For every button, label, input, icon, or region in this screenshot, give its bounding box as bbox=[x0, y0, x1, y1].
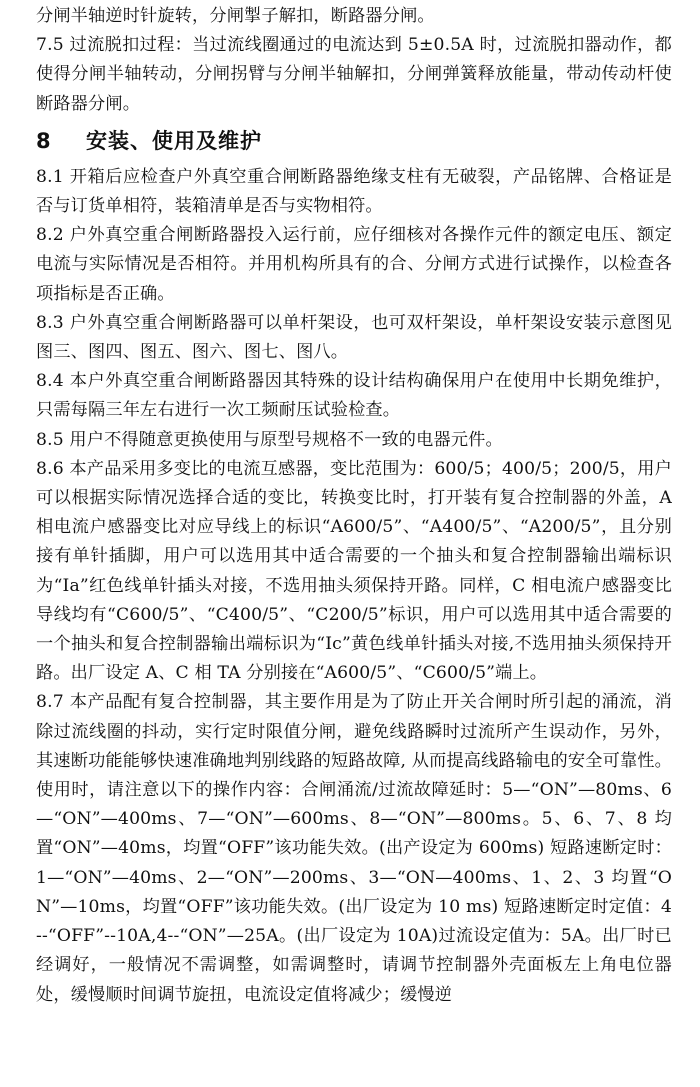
section-number: 8 bbox=[36, 128, 52, 153]
paragraph-8-7: 8.7 本产品配有复合控制器，其主要作用是为了防止开关合闸时所引起的涌流，消除过流线圈的抖动，实行定时限值分闸，避免线路瞬时过流所产生误动作，另外，其速断功能能够快速准确地判别线路的短路故障, 从而提高线路输电的安全可靠性。使用时，请注意以下的操作内容：合闸涌流/过流故障延时：5—“ON”—80ms、6—“ON”—400ms、7—“ON”—600ms、8—“ON”—800ms。5、6、7、8 均置“ON”—40ms，均置“OFF”该功能失效。(出产设定为 600ms) 短路速断定时：1—“ON”—40ms、2—“ON”—200ms、3—“ON—400ms、1、2、3 均置“ON”—10ms，均置“OFF”该功能失效。(出厂设定为 10 ms) 短路速断定时定值：4--“OFF”--10A,4--“ON”—25A。(出厂设定为 10A)过流设定值为：5A。出厂时已经调好，一般情况不需调整，如需调整时，请调节控制器外壳面板左上角电位器处，缓慢顺时间调节旋扭，电流设定值将减少；缓慢逆 bbox=[36, 692, 672, 1005]
document-page bbox=[36, 0, 672, 1010]
paragraph-8-3: 8.3 户外真空重合闸断路器可以单杆架设，也可双杆架设，单杆架设安装示意图见图三、图四、图五、图六、图七、图八。 bbox=[36, 312, 672, 363]
section-title: 安装、使用及维护 bbox=[86, 128, 262, 153]
paragraph-7-5: 7.5 过流脱扣过程：当过流线圈通过的电流达到 5±0.5A 时，过流脱扣器动作，都使得分闸半轴转动，分闸拐臂与分闸半轴解扣，分闸弹簧释放能量，带动传动杆使断路器分闸。 bbox=[36, 35, 672, 114]
paragraph-8-6: 8.6 本产品采用多变比的电流互感器，变比范围为：600/5；400/5；200/5，用户可以根据实际情况选择合适的变比，转换变比时，打开装有复合控制器的外盖，A 相电流户感器变比对应导线上的标识“A600/5”、“A400/5”、“A200/5”，且分别接有单针插脚，用户可以选用其中适合需要的一个抽头和复合控制器输出端标识为“Ia”红色线单针插头对接，不选用抽头须保持开路。同样，C 相电流户感器变比导线均有“C600/5”、“C400/5”、“C200/5”标识，用户可以选用其中适合需要的一个抽头和复合控制器输出端标识为“Ic”黄色线单针插头对接,不选用抽头须保持开路。出厂设定 A、C 相 TA 分别接在“A600/5”、“C600/5”端上。 bbox=[36, 458, 672, 684]
paragraph-8-4: 8.4 本户外真空重合闸断路器因其特殊的设计结构确保用户在使用中长期免维护，只需每隔三年左右进行一次工频耐压试验检查。 bbox=[36, 371, 672, 421]
section-heading bbox=[36, 121, 672, 161]
paragraph-8-2: 8.2 户外真空重合闸断路器投入运行前，应仔细核对各操作元件的额定电压、额定电流与实际情况是否相符。并用机构所具有的合、分闸方式进行试操作，以检查各项指标是否正确。 bbox=[36, 225, 672, 304]
paragraph-8-5: 8.5 用户不得随意更换使用与原型号规格不一致的电器元件。 bbox=[36, 429, 503, 450]
paragraph-7-4-end: 分闸半轴逆时针旋转，分闸掣子解扣，断路器分闸。 bbox=[36, 6, 435, 26]
paragraph-8-1: 8.1 开箱后应检查户外真空重合闸断路器绝缘支柱有无破裂，产品铭牌、合格证是否与订货单相符，装箱清单是否与实物相符。 bbox=[36, 166, 672, 217]
